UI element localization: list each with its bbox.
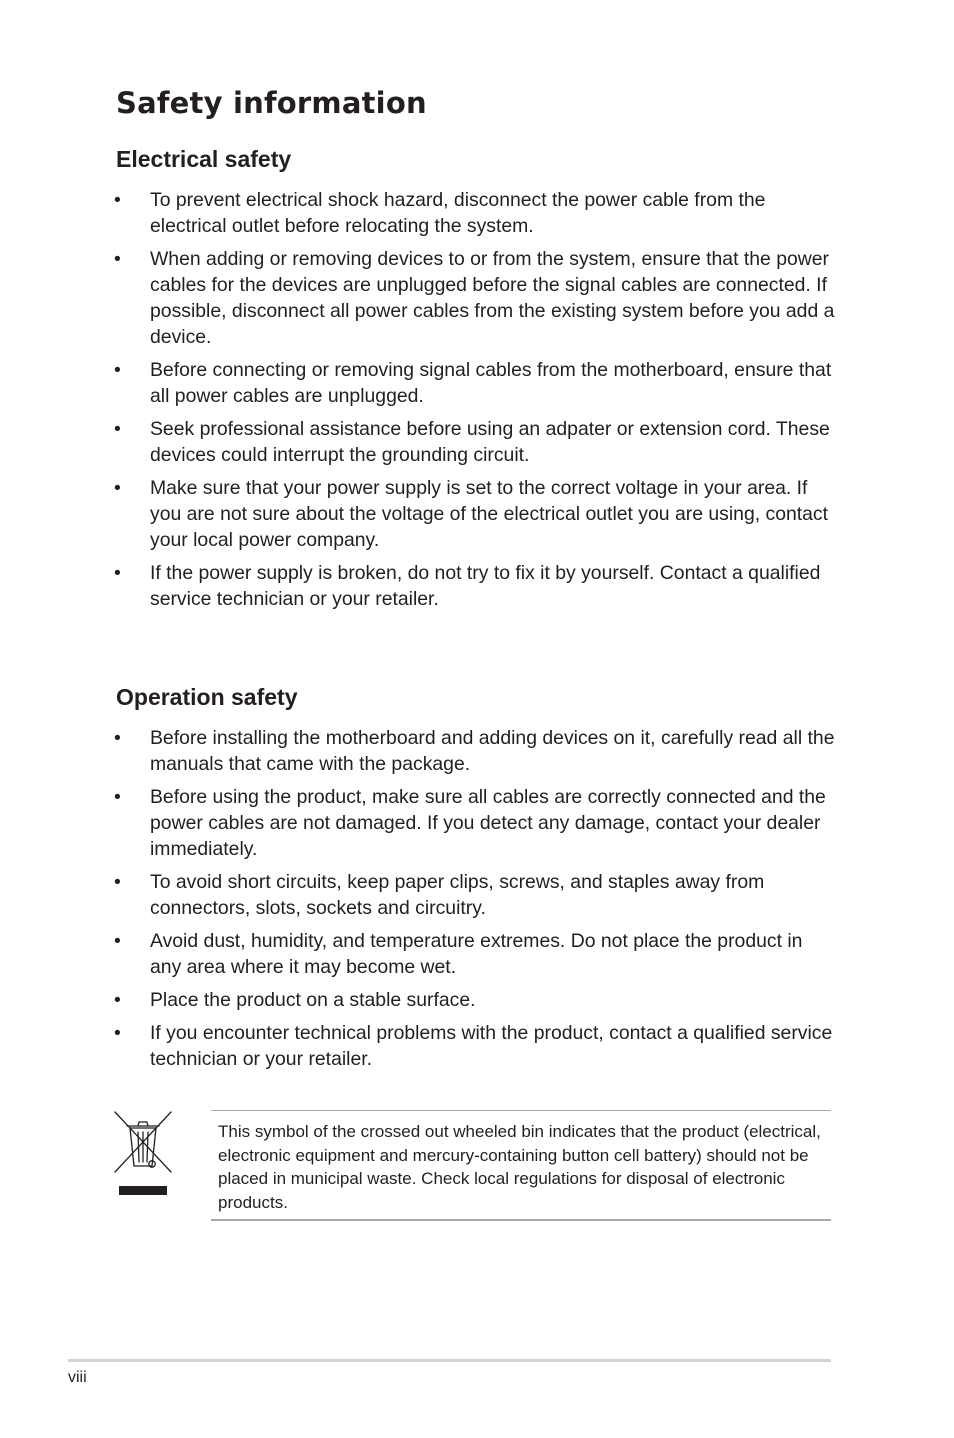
footer-divider bbox=[68, 1359, 831, 1362]
list-item bbox=[112, 416, 837, 468]
list-item bbox=[112, 1020, 837, 1072]
bullet-icon: • bbox=[114, 189, 121, 211]
list-item bbox=[112, 475, 837, 553]
bullet-icon: • bbox=[114, 248, 121, 270]
list-item bbox=[112, 784, 837, 862]
list-item-text: Before installing the motherboard and adding devices on it, carefully read all the manuals that came with the package. bbox=[150, 727, 835, 775]
bullet-icon: • bbox=[114, 1022, 121, 1044]
disposal-note: This symbol of the crossed out wheeled bin indicates that the product (electrical, electronic equipment and mercury-containing button cell battery) should not be placed in municipal waste. Check local regulations for disposal of electronic products. bbox=[218, 1122, 821, 1212]
list-item-text: Before using the product, make sure all cables are correctly connected and the power cables are not damaged. If you detect any damage, contact your dealer immediately. bbox=[150, 786, 826, 860]
list-item bbox=[112, 987, 837, 1013]
page-title: Safety information bbox=[116, 86, 427, 120]
bullet-icon: • bbox=[114, 359, 121, 381]
list-item-text: If you encounter technical problems with the product, contact a qualified service technician or your retailer. bbox=[150, 1022, 833, 1070]
note-bottom-divider bbox=[211, 1219, 831, 1221]
bullet-icon: • bbox=[114, 871, 121, 893]
list-item-text: To avoid short circuits, keep paper clips, screws, and staples away from connectors, slots, sockets and circuitry. bbox=[150, 871, 765, 919]
bullet-icon: • bbox=[114, 989, 121, 1011]
list-item-text: Before connecting or removing signal cables from the motherboard, ensure that all power cables are unplugged. bbox=[150, 359, 832, 407]
operation-safety-heading: Operation safety bbox=[116, 684, 298, 710]
list-item bbox=[112, 928, 837, 980]
crossed-out-wheeled-bin-icon bbox=[112, 1110, 174, 1200]
bullet-icon: • bbox=[114, 418, 121, 440]
list-item bbox=[112, 869, 837, 921]
list-item bbox=[112, 560, 837, 612]
operation-safety-list bbox=[112, 725, 837, 1079]
list-item bbox=[112, 187, 837, 239]
bullet-icon: • bbox=[114, 786, 121, 808]
page-number: viii bbox=[68, 1369, 87, 1386]
electrical-safety-list bbox=[112, 187, 837, 619]
list-item-text: When adding or removing devices to or from the system, ensure that the power cables for the devices are unplugged before the signal cables are connected. If possible, disconnect all power cables from the existing system before you add a device. bbox=[150, 248, 835, 348]
list-item-text: If the power supply is broken, do not try to fix it by yourself. Contact a qualified service technician or your retailer. bbox=[150, 562, 821, 610]
list-item-text: Place the product on a stable surface. bbox=[150, 989, 476, 1011]
bullet-icon: • bbox=[114, 727, 121, 749]
list-item-text: To prevent electrical shock hazard, disconnect the power cable from the electrical outlet before relocating the system. bbox=[150, 189, 766, 237]
list-item-text: Seek professional assistance before using an adpater or extension cord. These devices could interrupt the grounding circuit. bbox=[150, 418, 830, 466]
list-item bbox=[112, 246, 837, 350]
list-item-text: Make sure that your power supply is set to the correct voltage in your area. If you are not sure about the voltage of the electrical outlet you are using, contact your local power company. bbox=[150, 477, 829, 551]
bullet-icon: • bbox=[114, 562, 121, 584]
electrical-safety-heading: Electrical safety bbox=[116, 146, 292, 172]
list-item-text: Avoid dust, humidity, and temperature extremes. Do not place the product in any area where it may become wet. bbox=[150, 930, 803, 978]
note-top-divider bbox=[211, 1110, 831, 1111]
bullet-icon: • bbox=[114, 930, 121, 952]
bullet-icon: • bbox=[114, 477, 121, 499]
list-item bbox=[112, 357, 837, 409]
list-item bbox=[112, 725, 837, 777]
